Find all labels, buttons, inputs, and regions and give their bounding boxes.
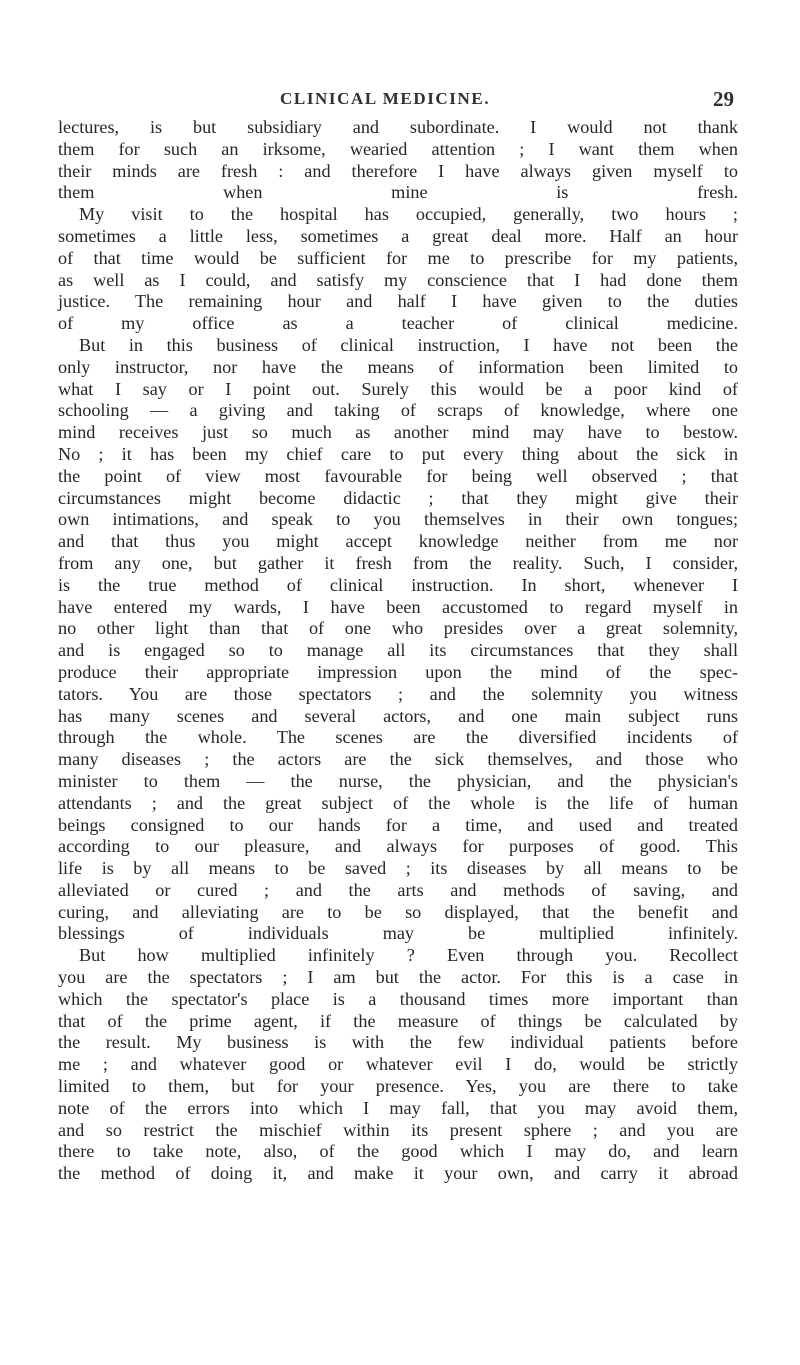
text-line: No ; it has been my chief care to put every thing about the sick in <box>58 443 738 464</box>
text-line: alleviated or cured ; and the arts and methods of saving, and <box>58 879 738 900</box>
text-line: schooling — a giving and taking of scraps of knowledge, where one <box>58 400 738 421</box>
text-line: My visit to the hospital has occupied, generally, two hours ; <box>79 204 738 225</box>
text-line: their minds are fresh : and therefore I have always given myself to <box>58 160 738 181</box>
text-line: tators. You are those spectators ; and the solemnity you witness <box>58 683 738 704</box>
running-title: CLINICAL MEDICINE. <box>280 89 491 108</box>
text-line: mind receives just so much as another mind may have to bestow. <box>58 422 738 443</box>
text-line: minister to them — the nurse, the physician, and the physician's <box>58 770 738 791</box>
text-line: and is engaged so to manage all its circumstances that they shall <box>58 640 738 661</box>
text-line: as well as I could, and satisfy my conscience that I had done them <box>58 269 738 290</box>
text-line: them when mine is fresh. <box>58 182 738 203</box>
text-line: But how multiplied infinitely ? Even through you. Recollect <box>79 945 738 966</box>
text-line: of that time would be sufficient for me to prescribe for my patients, <box>58 247 738 268</box>
text-line: circumstances might become didactic ; that they might give their <box>58 487 738 508</box>
text-line: sometimes a little less, sometimes a great deal more. Half an hour <box>58 225 738 246</box>
text-line: through the whole. The scenes are the diversified incidents of <box>58 727 738 748</box>
text-line: and so restrict the mischief within its present sphere ; and you are <box>58 1119 738 1140</box>
text-line: only instructor, nor have the means of information been limited to <box>58 356 738 377</box>
text-line: But in this business of clinical instruction, I have not been the <box>79 334 738 355</box>
text-line: attendants ; and the great subject of the whole is the life of human <box>58 792 738 813</box>
text-line: limited to them, but for your presence. Yes, you are there to take <box>58 1076 738 1097</box>
text-line: no other light than that of one who presides over a great solemnity, <box>58 618 738 639</box>
text-line: of my office as a teacher of clinical medicine. <box>58 313 738 334</box>
text-line: there to take note, also, of the good which I may do, and learn <box>58 1141 738 1162</box>
text-line: what I say or I point out. Surely this would be a poor kind of <box>58 378 738 399</box>
text-line: me ; and whatever good or whatever evil I do, would be strictly <box>58 1054 738 1075</box>
text-line: them for such an irksome, wearied attention ; I want them when <box>58 138 738 159</box>
text-line: according to our pleasure, and always for purposes of good. This <box>58 836 738 857</box>
running-head <box>0 89 800 113</box>
text-line: the point of view most favourable for being well observed ; that <box>58 465 738 486</box>
body-text <box>58 117 738 1185</box>
page-number: 29 <box>713 87 734 111</box>
text-line: that of the prime agent, if the measure of things be calculated by <box>58 1010 738 1031</box>
text-line: the method of doing it, and make it your own, and carry it abroad <box>58 1163 738 1184</box>
text-line: beings consigned to our hands for a time, and used and treated <box>58 814 738 835</box>
text-line: have entered my wards, I have been accustomed to regard myself in <box>58 596 738 617</box>
text-line: own intimations, and speak to you themselves in their own tongues; <box>58 509 738 530</box>
text-line: curing, and alleviating are to be so displayed, that the benefit and <box>58 901 738 922</box>
text-line: life is by all means to be saved ; its diseases by all means to be <box>58 858 738 879</box>
text-line: has many scenes and several actors, and one main subject runs <box>58 705 738 726</box>
text-line: from any one, but gather it fresh from the reality. Such, I consider, <box>58 552 738 573</box>
text-line: note of the errors into which I may fall, that you may avoid them, <box>58 1097 738 1118</box>
text-line: which the spectator's place is a thousand times more important than <box>58 988 738 1009</box>
text-line: and that thus you might accept knowledge neither from me nor <box>58 531 738 552</box>
text-line: justice. The remaining hour and half I have given to the duties <box>58 291 738 312</box>
text-line: blessings of individuals may be multiplied infinitely. <box>58 923 738 944</box>
text-line: you are the spectators ; I am but the actor. For this is a case in <box>58 967 738 988</box>
text-line: produce their appropriate impression upon the mind of the spec- <box>58 661 738 682</box>
text-line: many diseases ; the actors are the sick themselves, and those who <box>58 749 738 770</box>
text-line: the result. My business is with the few individual patients before <box>58 1032 738 1053</box>
text-line: is the true method of clinical instruction. In short, whenever I <box>58 574 738 595</box>
text-line: lectures, is but subsidiary and subordinate. I would not thank <box>58 117 738 137</box>
